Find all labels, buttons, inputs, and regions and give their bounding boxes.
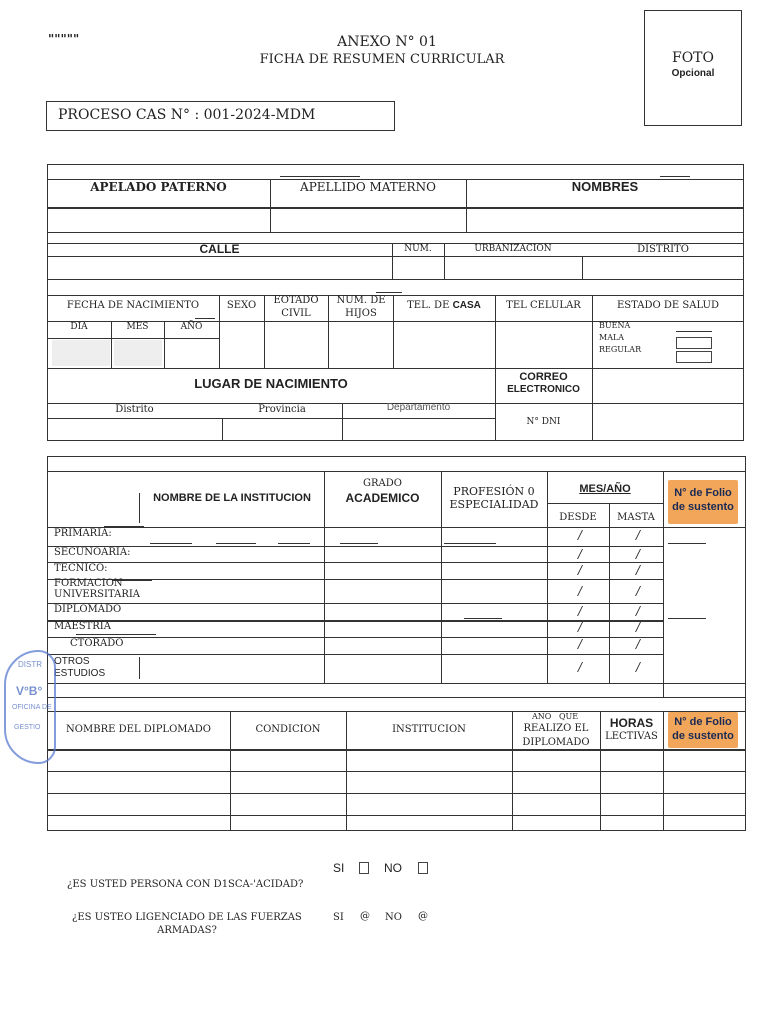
fecha-nacimiento-label: FECHA DE NACIMIENTO [66, 300, 200, 311]
q2-si-option[interactable]: @ [360, 911, 370, 922]
salud-regular-checkbox[interactable] [676, 351, 712, 363]
salud-buena: BUENA [599, 321, 631, 330]
page-title: FICHA DE RESUMEN CURRICULAR [259, 52, 505, 67]
hasta-slash-7: / [636, 637, 641, 651]
hasta-slash-4: / [636, 584, 641, 598]
calle-label: CALLE [199, 242, 240, 256]
q1-si-label: SI [333, 861, 345, 875]
dni-label: N° DNI [526, 417, 561, 427]
mes-input-shading [114, 340, 162, 366]
mes-anio-label: MES/AÑO [579, 483, 631, 495]
level-doctorado: CTORADO [70, 638, 124, 649]
stamp-line-2: V°B° [16, 684, 43, 698]
nombres-label: NOMBRES [571, 179, 639, 194]
hasta-slash-1: / [636, 528, 641, 542]
apellido-paterno-label: APELADO PATERNO [90, 180, 227, 194]
estado-salud-label: ESTADO DE SALUD [617, 300, 719, 311]
q2-si-label: SI [333, 912, 344, 923]
grado-label: GRADO [363, 478, 402, 489]
question-licenciado-b: ARMADAS? [157, 925, 217, 936]
tel-casa-label-a: TEL. DE [407, 300, 453, 311]
sexo-label: SEXO [226, 300, 257, 311]
photo-label: FOTO [671, 50, 714, 66]
desde-slash-3: / [578, 563, 583, 577]
apellido-materno-label: APELLIDO MATERNO [300, 180, 436, 194]
level-tecnico: TECNICO: [54, 563, 108, 574]
desde-slash-2: / [578, 547, 583, 561]
tel-casa-label-b: CASA [452, 300, 481, 311]
especialidad-label: ESPECIALIDAD [449, 498, 539, 511]
level-universitaria: FORMACION UNIVERSITARIA [54, 578, 141, 600]
stamp-line-4: GESTIO [14, 724, 41, 731]
urbanizacion-label: URBANIZACION [474, 244, 552, 254]
correo-label: CORREO [519, 371, 568, 383]
academico-label: ACADEMICO [345, 491, 420, 505]
diplomado-institucion-label: INSTITUCION [392, 724, 466, 735]
level-diplomado: DIPLOMADO [54, 604, 122, 615]
tel-casa-label [393, 300, 495, 311]
tel-celular-label: TEL CELULAR [506, 300, 581, 311]
level-otros: OTROS ESTUDIOS [54, 656, 106, 679]
mes-label: MES [126, 322, 149, 332]
electronico-label: ELECTRONICO [507, 384, 580, 395]
level-secundaria: SECUNOARIA: [54, 547, 131, 558]
desde-slash-1: / [578, 528, 583, 542]
stamp-line-3: OFICINA DE [12, 704, 52, 711]
desde-slash-5: / [578, 604, 583, 618]
diplomado-nombre-label: NOMBRE DEL DIPLOMADO [66, 724, 211, 735]
photo-sub: Opcional [671, 68, 715, 79]
hasta-label: MASTA [617, 512, 655, 523]
diplomado-diplomado-label: DIPLOMADO [522, 737, 590, 748]
anio-label: AÑO [180, 322, 203, 332]
num-hijos-label: NUM. DE HIJOS [336, 295, 386, 319]
q1-no-checkbox[interactable] [418, 862, 428, 874]
stamp-line-1: DISTR [18, 660, 42, 669]
profesion-label: PROFESIÓN 0 [453, 485, 535, 498]
q1-si-checkbox[interactable] [359, 862, 369, 874]
estado-civil-label: EOTADO CIVIL [273, 295, 319, 319]
dia-input-shading [52, 340, 110, 366]
annex-title: ANEXO N° 01 [337, 34, 437, 50]
hasta-slash-3: / [636, 563, 641, 577]
q1-no-label: NO [384, 861, 402, 875]
salud-mala-checkbox[interactable] [676, 337, 712, 349]
q2-no-label: NO [385, 912, 402, 923]
question-discapacidad: ¿ES USTED PERSONA CON D1SCA-'ACIDAD? [67, 879, 304, 890]
hasta-slash-2: / [636, 547, 641, 561]
institucion-label: NOMBRE DE LA INSTITUCION [153, 492, 311, 504]
desde-slash-4: / [578, 584, 583, 598]
horas-label: HORAS [609, 716, 654, 730]
diplomado-que-label: QUE [559, 712, 579, 721]
level-maestria: MAESTRIA [54, 621, 111, 632]
stamp [4, 650, 56, 764]
salud-regular: REGULAR [599, 345, 642, 354]
distrito-nac-label: Distrito [115, 404, 154, 415]
diplomado-condicion-label: CONDICION [255, 724, 321, 735]
desde-slash-8: / [578, 660, 583, 674]
q2-no-option[interactable]: @ [418, 911, 428, 922]
desde-slash-6: / [578, 620, 583, 634]
salud-mala: MALA [599, 333, 625, 342]
folio-badge-education: N° de Folio de sustento [668, 480, 738, 524]
hasta-slash-5: / [636, 604, 641, 618]
hasta-slash-8: / [636, 660, 641, 674]
desde-label: DESDE [559, 512, 597, 523]
num-label: NUM. [404, 244, 432, 254]
diplomado-ano-label: ANO [532, 712, 552, 721]
dia-label: DIA [70, 322, 88, 332]
desde-slash-7: / [578, 637, 583, 651]
hasta-slash-6: / [636, 620, 641, 634]
distrito-label: DISTRITO [637, 244, 689, 255]
process-number: PROCESO CAS N° : 001-2024-MDM [58, 107, 316, 123]
departamento-label: Departamento [386, 402, 451, 413]
lectivas-label: LECTIVAS [605, 731, 658, 742]
question-licenciado-a: ¿ES USTEO LIGENCIADO DE LAS FUERZAS [72, 912, 302, 923]
provincia-label: Provincia [258, 404, 306, 415]
header-marks: """"" [48, 32, 80, 46]
folio-badge-diplomado: N° de Folio de sustento [668, 712, 738, 748]
lugar-nacimiento-label: LUGAR DE NACIMIENTO [194, 376, 348, 391]
diplomado-realizo-label: REALIZO EL [523, 723, 589, 734]
level-primaria: PRIMARIA: [54, 528, 112, 539]
